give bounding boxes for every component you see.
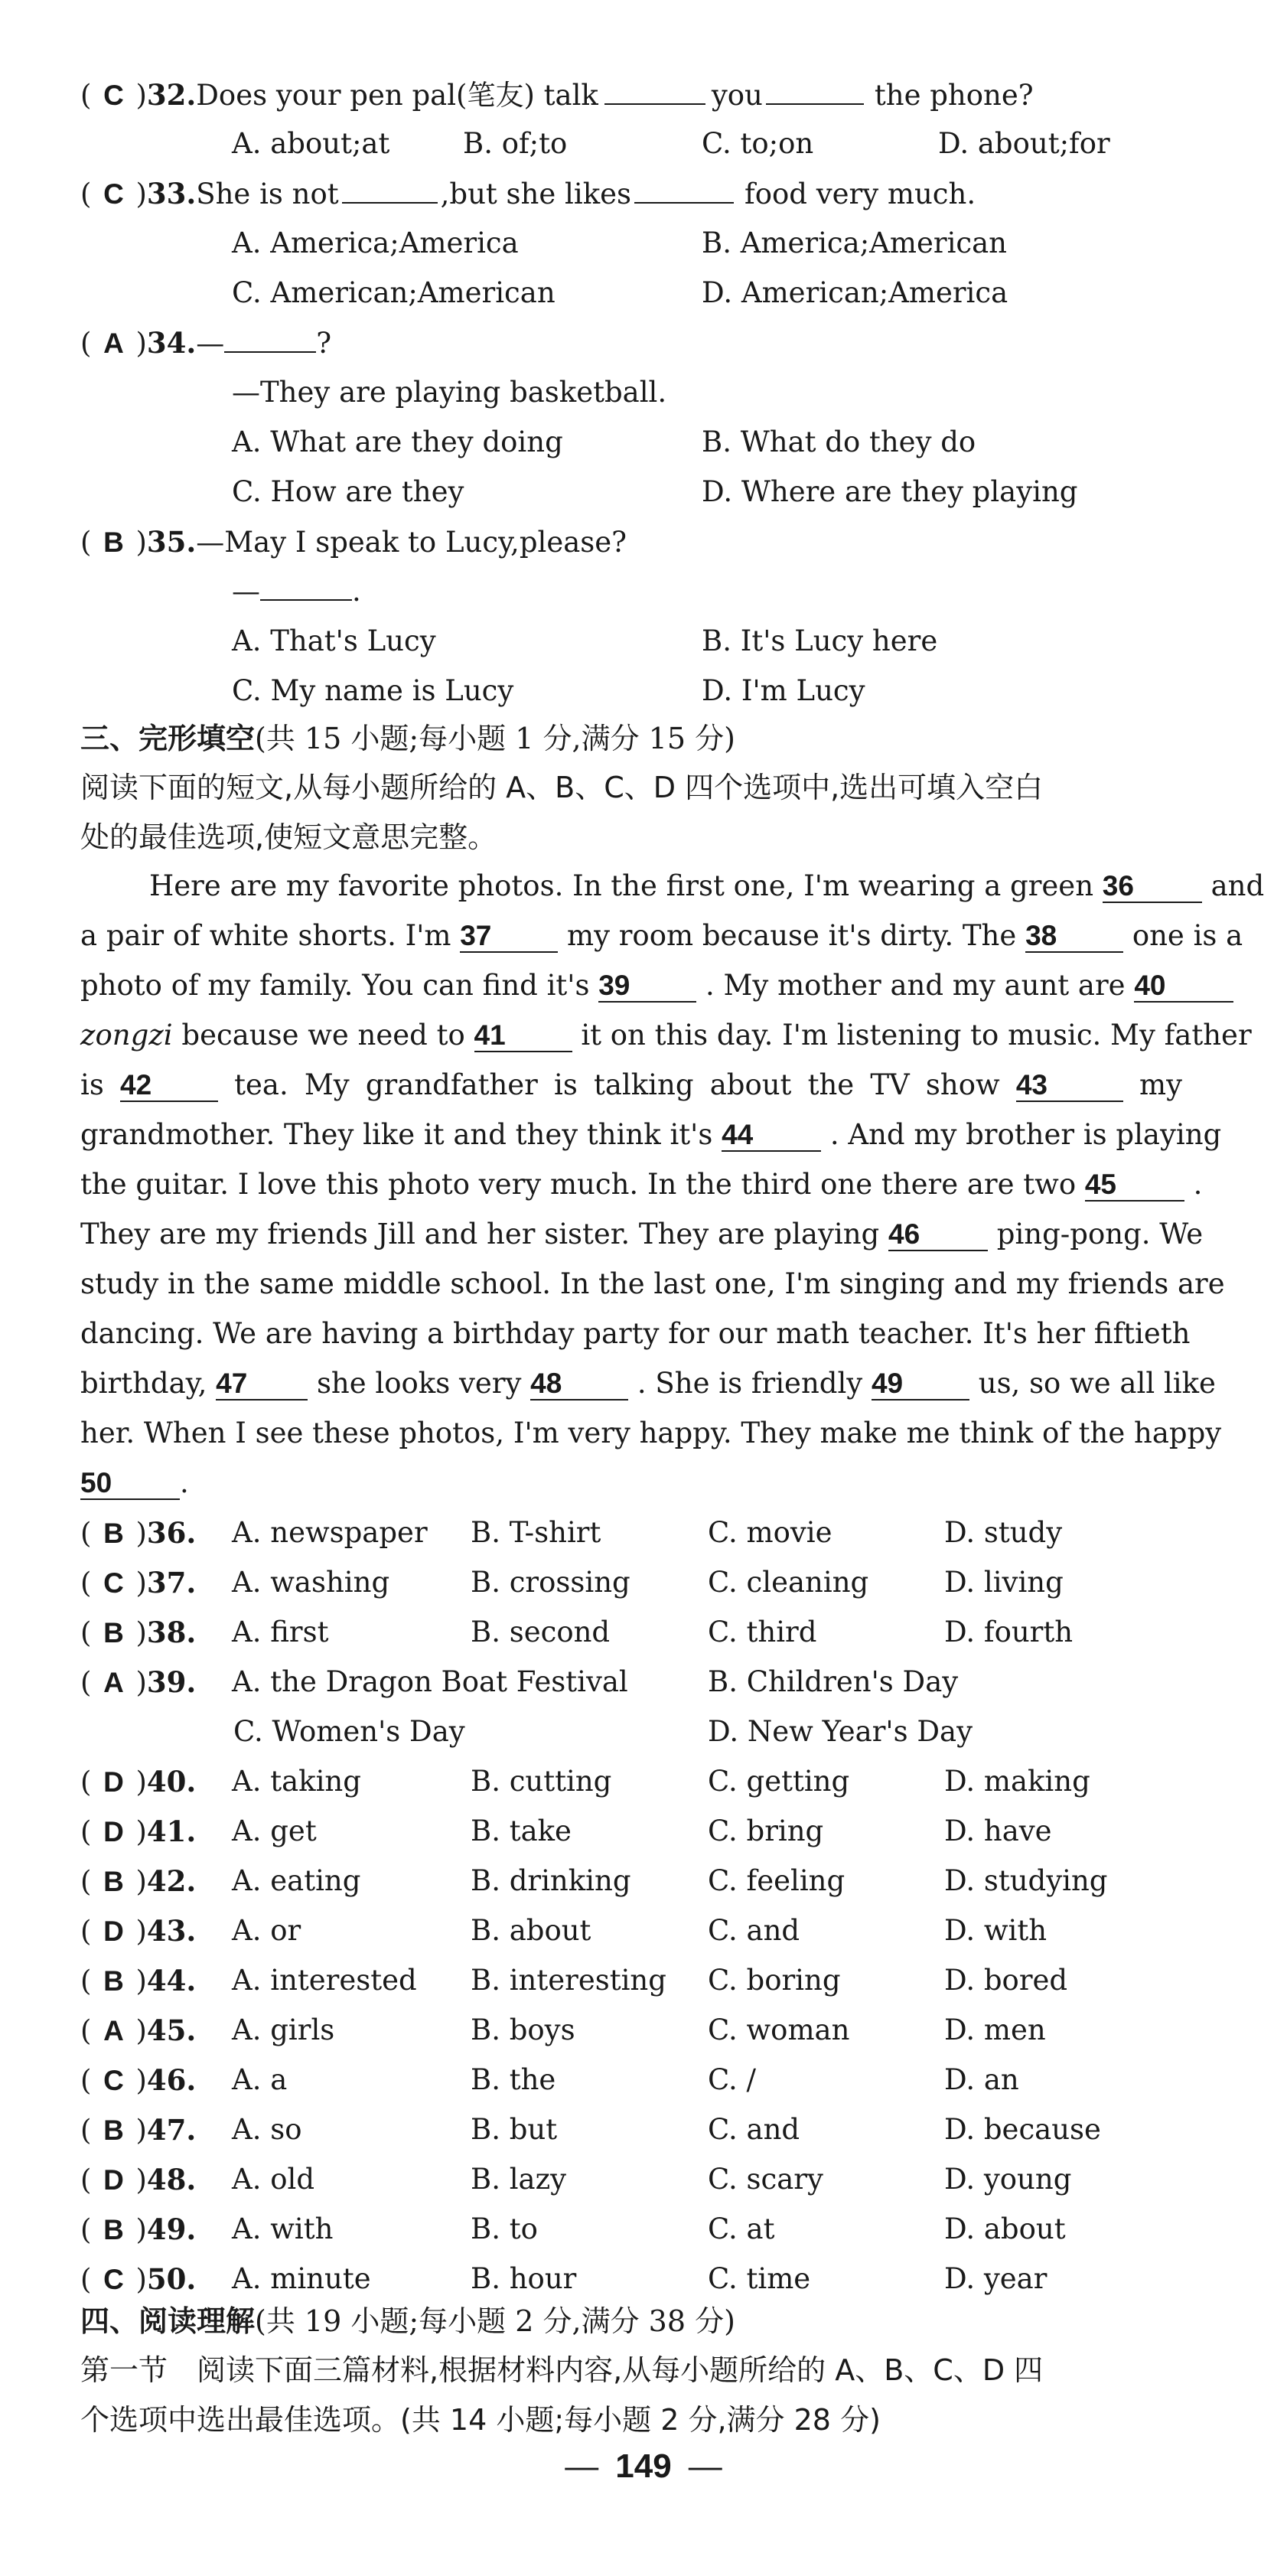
answer-letter: B — [103, 1617, 124, 1648]
option-d: D. year — [944, 2262, 1048, 2295]
option-b: B. to — [471, 2212, 538, 2245]
blank-45: 45 — [1085, 1169, 1184, 1202]
passage-line: dancing. We are having a birthday party for our math teacher. It's her fiftieth — [80, 1317, 1191, 1350]
option-c: C. scary — [708, 2163, 823, 2196]
passage-line: is 42 tea. My grandfather is talking about the TV show 43 my — [80, 1068, 1183, 1101]
option-d: D. living — [944, 1566, 1064, 1599]
question-stem: — — [196, 327, 225, 360]
option-a: A. with — [232, 2212, 334, 2245]
question-number: 46. — [146, 2063, 197, 2097]
answer-letter: B — [103, 527, 124, 558]
option-b: B. drinking — [471, 1864, 631, 1897]
option-a: A. That's Lucy — [232, 624, 436, 657]
option-d: D. Where are they playing — [702, 475, 1078, 508]
question-number: 36. — [146, 1516, 197, 1550]
question-stem: —May I speak to Lucy,please? — [196, 526, 627, 559]
question-number: 48. — [146, 2163, 197, 2196]
option-c: C. How are they — [232, 475, 464, 508]
option-c: C. to;on — [702, 127, 814, 160]
option-b: B. lazy — [471, 2163, 567, 2196]
question-number: 41. — [146, 1815, 197, 1848]
answer-letter: B — [103, 1965, 124, 1997]
passage-line: They are my friends Jill and her sister. They are playing 46 ping-pong. We — [80, 1218, 1204, 1251]
option-b: B. about — [471, 1914, 591, 1947]
blank-37: 37 — [460, 921, 558, 953]
option-b: B. boys — [471, 2014, 575, 2046]
footer-dash: — — [565, 2447, 599, 2485]
option-a: A. interested — [232, 1964, 417, 1997]
question-stem: ,but she likes — [440, 178, 632, 210]
blank-36: 36 — [1103, 871, 1202, 903]
option-b: B. cutting — [471, 1765, 612, 1798]
option-c: C. feeling — [708, 1864, 846, 1897]
question-number: 47. — [146, 2113, 197, 2147]
option-d: D. young — [944, 2163, 1072, 2196]
answer-letter: D — [103, 1916, 124, 1947]
passage-line: 50 . — [80, 1466, 189, 1499]
answer-letter: C — [103, 178, 124, 210]
option-a: A. about;at — [232, 127, 390, 160]
question-stem: the phone? — [874, 79, 1034, 112]
option-d: D. about — [944, 2212, 1066, 2245]
option-a: A. get — [232, 1815, 317, 1847]
answer-letter: C — [103, 80, 124, 111]
question-number: 35. — [146, 525, 197, 559]
option-a: A. the Dragon Boat Festival — [232, 1665, 628, 1698]
option-c: C. and — [708, 2113, 800, 2146]
option-c: C. third — [708, 1616, 817, 1648]
answer-blank — [634, 176, 734, 204]
question-stem: ? — [316, 327, 332, 360]
section-heading-cloze — [80, 719, 735, 758]
section-instruction: 处的最佳选项,使短文意思完整。 — [80, 820, 497, 854]
option-c: C. boring — [708, 1964, 841, 1997]
option-a: A. old — [232, 2163, 315, 2196]
answer-letter: B — [103, 1866, 124, 1897]
answer-letter: B — [103, 1518, 124, 1549]
option-a: A. or — [232, 1914, 301, 1947]
passage-line: Here are my favorite photos. In the first one, I'm wearing a green 36 and — [149, 869, 1265, 902]
option-b: B. second — [471, 1616, 611, 1648]
answer-blank — [260, 573, 352, 601]
option-a: A. minute — [232, 2262, 371, 2295]
blank-48: 48 — [530, 1368, 628, 1400]
option-d: D. fourth — [944, 1616, 1074, 1648]
option-a: A. first — [232, 1616, 329, 1648]
option-b: B. hour — [471, 2262, 577, 2295]
question-number: 42. — [146, 1864, 197, 1898]
section-heading-reading — [80, 2302, 735, 2340]
option-c: C. My name is Lucy — [232, 674, 514, 707]
option-d: D. study — [944, 1516, 1063, 1549]
question-number: 49. — [146, 2212, 197, 2246]
option-c: C. cleaning — [708, 1566, 869, 1599]
section-subtitle: (共 15 小题;每小题 1 分,满分 15 分) — [255, 722, 735, 755]
blank-42: 42 — [120, 1070, 218, 1102]
question-number: 44. — [146, 1964, 197, 1997]
question-number: 45. — [146, 2014, 197, 2047]
question-number: 40. — [146, 1765, 197, 1798]
option-a: A. taking — [232, 1765, 361, 1798]
question-number: 39. — [146, 1665, 197, 1699]
section-instruction: 第一节 阅读下面三篇材料,根据材料内容,从每小题所给的 A、B、C、D 四 — [80, 2353, 1044, 2387]
question-number: 32. — [146, 78, 197, 112]
section-title: 四、阅读理解 — [80, 2304, 256, 2338]
option-b: B. It's Lucy here — [702, 624, 938, 657]
option-c: C. getting — [708, 1765, 850, 1798]
passage-line: a pair of white shorts. I'm 37 my room because it's dirty. The 38 one is a — [80, 919, 1243, 952]
option-a: A. so — [232, 2113, 302, 2146]
question-stem: you — [711, 79, 763, 112]
option-d: D. because — [944, 2113, 1101, 2146]
option-a: A. What are they doing — [232, 426, 563, 458]
passage-line: study in the same middle school. In the last one, I'm singing and my friends are — [80, 1267, 1225, 1300]
option-d: D. studying — [944, 1864, 1108, 1897]
option-d: D. American;America — [702, 276, 1008, 309]
option-b: B. What do they do — [702, 426, 976, 458]
answer-blank — [766, 77, 864, 105]
answer-letter: C — [103, 2065, 124, 2096]
page-footer — [0, 2447, 1287, 2486]
answer-blank — [224, 325, 316, 353]
question-number: 34. — [146, 326, 197, 360]
option-c: C. woman — [708, 2014, 850, 2046]
blank-49: 49 — [872, 1368, 969, 1400]
option-d: D. making — [944, 1765, 1090, 1798]
answer-letter: D — [103, 1766, 124, 1798]
dialogue-reply: — . — [232, 575, 361, 608]
blank-38: 38 — [1025, 921, 1123, 953]
option-b: B. take — [471, 1815, 572, 1847]
question-number: 43. — [146, 1914, 197, 1948]
option-d: D. men — [944, 2014, 1046, 2046]
blank-50: 50 — [80, 1468, 180, 1500]
option-a: A. eating — [232, 1864, 361, 1897]
option-b: B. America;American — [702, 227, 1008, 259]
question-number: 37. — [146, 1566, 197, 1599]
option-a: A. a — [232, 2063, 288, 2096]
option-c: C. time — [708, 2262, 811, 2295]
answer-letter: A — [103, 328, 124, 359]
option-d: D. with — [944, 1914, 1048, 1947]
blank-41: 41 — [474, 1020, 572, 1052]
option-b: B. T-shirt — [471, 1516, 601, 1549]
option-a: A. girls — [232, 2014, 335, 2046]
answer-letter: A — [103, 2015, 124, 2046]
blank-40: 40 — [1134, 970, 1233, 1003]
passage-line: her. When I see these photos, I'm very happy. They make me think of the happy — [80, 1417, 1222, 1449]
option-d: D. an — [944, 2063, 1019, 2096]
option-c: C. and — [708, 1914, 800, 1947]
option-c: C. / — [708, 2063, 756, 2096]
answer-letter: B — [103, 2214, 124, 2245]
answer-letter: C — [103, 2264, 124, 2295]
question-number: 50. — [146, 2262, 197, 2296]
option-c: C. bring — [708, 1815, 824, 1847]
option-d: D. bored — [944, 1964, 1068, 1997]
blank-43: 43 — [1016, 1070, 1123, 1102]
blank-44: 44 — [722, 1120, 821, 1152]
option-c: C. American;American — [232, 276, 556, 309]
answer-letter: D — [103, 2164, 124, 2196]
option-b: B. but — [471, 2113, 558, 2146]
option-b: B. Children's Day — [708, 1665, 959, 1698]
answer-letter: A — [103, 1667, 124, 1698]
question-stem: Does your pen pal(笔友) talk — [196, 79, 598, 112]
section-subtitle: (共 19 小题;每小题 2 分,满分 38 分) — [255, 2304, 735, 2338]
answer-blank — [342, 176, 438, 204]
option-d: D. about;for — [938, 127, 1110, 160]
question-stem: She is not — [196, 178, 339, 210]
footer-dash: — — [688, 2447, 722, 2485]
question-number: 38. — [146, 1616, 197, 1649]
passage-line: photo of my family. You can find it's 39 . My mother and my aunt are 40 — [80, 967, 1182, 1004]
blank-39: 39 — [598, 970, 696, 1003]
option-c: C. at — [708, 2212, 775, 2245]
section-title: 三、完形填空 — [80, 722, 256, 755]
dialogue-reply: —They are playing basketball. — [232, 376, 667, 409]
worksheet-page: ( C ) 32. Does your pen pal(笔友) talk you the phone? A. about;at B. of;to C. to;on D. about;for ( C ) 33. She is not ,but she likes food very much. A. America;America B. America;American C. American;American D. American;America ( A ) 34. — ? —They are playing basketball. A. What are they doing B. What do they do C. How are they D. Where are they playing ( B ) 35. —May I speak to Lucy,please? — . A. That's Lucy B. It's Lucy here C. My name is Lucy D. I'm Lucy 三、完形填空(共 15 小题;每小题 1 分,满分 15 分) 阅读下面的短文,从每小题所给的 A、B、C、D 四个选项中,选出可填入空白 处的最佳选项,使短文意思完整。 Here are my favorite photos. In the first one, I'm wearing a green 36 and a pair of white shorts. I'm 37 my room because it's dirty. The 38 one is a photo of my family. You can find it's 39 . My mother and my aunt are 40 zongzi because we need to 41 it on this day. I'm listening to music. My father is 42 tea. My grandfather is talking about the TV show 43 my grandmother. They like it and they think it's 44 . And my brother is playing the guitar. I love this photo very much. In the third one there are two 45 . They are my friends Jill and her sister. They are playing 46 ping-pong. We study in the same middle school. In the last one, I'm singing and my friends are dancing. We are having a birthday party for our math teacher. It's her fiftieth birthday, 47 she looks very 48 . She is friendly 49 us, so we all like her. When I see these photos, I'm very happy. They make me think of the happy 50 . ( B ) 36. A. newspaper B. T-shirt C. movie D. study ( C ) 37. A. washing B. crossing C. cleaning D. living ( B ) 38. A. first B. second C. third D. fourth ( A ) 39. A. the Dragon Boat Festival B. Children's Day C. Women's Day D. New Year's Day ( D ) 40. A. taking B. cutting C. getting D. making ( D ) 41. A. get B. take C. bring D. have ( B ) 42. A. eating B. drinking C. feeling D. studying ( D ) 43. A. or B. about C. and D. with ( B ) 44. A. interested B. interesting C. boring D. bored ( A ) 45. A. girls B. boys C. woman D. men ( C ) 46. A. a B. the C. / D. an ( B ) 47. A. so B. but C. and D. because ( D ) 48. A. old B. lazy C. scary D. young ( B ) 49. A. with B. to C. at D. about ( C ) 50. A. minute B. hour C. time D. year 四、阅读理解(共 19 小题;每小题 2 分,满分 38 分) 第一节 阅读下面三篇材料,根据材料内容,从每小题所给的 A、B、C、D 四 个选项中选出最佳选项。(共 14 小题;每小题 2 分,满分 28 分) — 149 — — [0, 0, 1287, 2576]
question-number: 33. — [146, 177, 197, 210]
option-b: B. the — [471, 2063, 556, 2096]
option-c: C. movie — [708, 1516, 832, 1549]
blank-46: 46 — [888, 1219, 988, 1251]
option-b: B. crossing — [471, 1566, 630, 1599]
section-instruction: 阅读下面的短文,从每小题所给的 A、B、C、D 四个选项中,选出可填入空白 — [80, 771, 1044, 804]
option-a: A. washing — [232, 1566, 390, 1599]
question-stem: food very much. — [745, 178, 976, 210]
option-b: B. interesting — [471, 1964, 666, 1997]
option-d: D. New Year's Day — [708, 1715, 973, 1748]
passage-line: zongzi because we need to 41 it on this day. I'm listening to music. My father — [80, 1019, 1252, 1052]
page-number: 149 — [615, 2447, 672, 2485]
passage-line: grandmother. They like it and they think it's 44 . And my brother is playing — [80, 1118, 1222, 1151]
option-d: D. have — [944, 1815, 1052, 1847]
option-b: B. of;to — [463, 127, 568, 160]
passage-line: the guitar. I love this photo very much. In the third one there are two 45 . — [80, 1168, 1203, 1201]
passage-line: birthday, 47 she looks very 48 . She is friendly 49 us, so we all like — [80, 1367, 1216, 1400]
section-instruction: 个选项中选出最佳选项。(共 14 小题;每小题 2 分,满分 28 分) — [80, 2403, 881, 2437]
option-a: A. newspaper — [232, 1516, 428, 1549]
answer-blank — [604, 77, 705, 105]
answer-letter: B — [103, 2115, 124, 2146]
answer-letter: C — [103, 1567, 124, 1599]
blank-47: 47 — [216, 1368, 308, 1400]
option-a: A. America;America — [232, 227, 519, 259]
option-c: C. Women's Day — [233, 1715, 465, 1748]
answer-letter: D — [103, 1816, 124, 1847]
option-d: D. I'm Lucy — [702, 674, 865, 707]
